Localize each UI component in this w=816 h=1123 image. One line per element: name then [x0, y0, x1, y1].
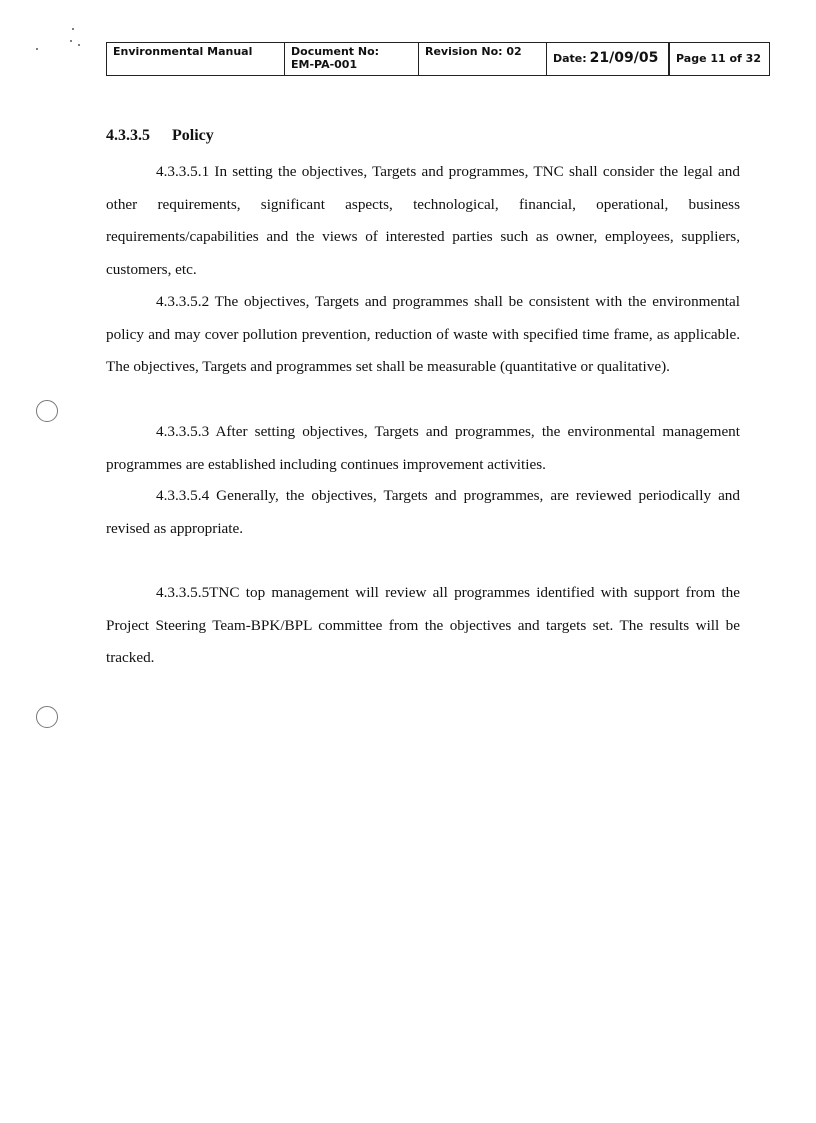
document-header-table — [106, 42, 770, 76]
document-number-cell — [285, 43, 419, 75]
paragraph-4-3-3-5-2: 4.3.3.5.2 The objectives, Targets and programmes shall be consistent with the environmental policy and may cover pollution prevention, reduction of waste with specified time frame, as applicable. The objectives, Targets and programmes set shall be measurable (quantitative or qualitative). — [106, 293, 740, 375]
paragraph-4-3-3-5-1: 4.3.3.5.1 In setting the objectives, Targets and programmes, TNC shall consider the legal and other requirements, significant aspects, technological, financial, operational, business requirements/capabilities and the views of interested parties such as owner, employees, suppliers, customers, etc. — [106, 163, 740, 278]
section-title: Policy — [172, 127, 214, 144]
revision-cell — [419, 43, 547, 75]
paragraph-4-3-3-5-4: 4.3.3.5.4 Generally, the objectives, Targets and programmes, are reviewed periodically and revised as appropriate. — [106, 487, 740, 537]
scan-speck — [36, 48, 38, 50]
punch-hole-mark — [36, 400, 58, 422]
date-label: Date: — [553, 51, 587, 65]
page-number: Page 11 of 32 — [676, 51, 761, 65]
scan-speck — [78, 44, 80, 46]
revision-number: Revision No: 02 — [425, 45, 522, 58]
document-number-label: Document No: — [291, 45, 380, 58]
section-number: 4.3.3.5 — [106, 127, 150, 144]
section-heading — [106, 127, 214, 145]
date-cell — [547, 43, 669, 75]
manual-title: Environmental Manual — [113, 45, 253, 58]
scan-speck — [72, 28, 74, 30]
paragraph-4-3-3-5-5: 4.3.3.5.5TNC top management will review all programmes identified with support from the Project Steering Team-BPK/BPL committee from the objectives and targets set. The results will be tracked. — [106, 584, 740, 666]
punch-hole-mark — [36, 706, 58, 728]
date-value: 21/09/05 — [589, 49, 659, 66]
scan-speck — [70, 40, 72, 42]
document-number-value: EM-PA-001 — [291, 58, 358, 71]
manual-title-cell — [107, 43, 285, 75]
paragraph-4-3-3-5-3: 4.3.3.5.3 After setting objectives, Targets and programmes, the environmental management programmes are established including continues improvement activities. — [106, 423, 740, 473]
page-cell — [669, 43, 769, 75]
